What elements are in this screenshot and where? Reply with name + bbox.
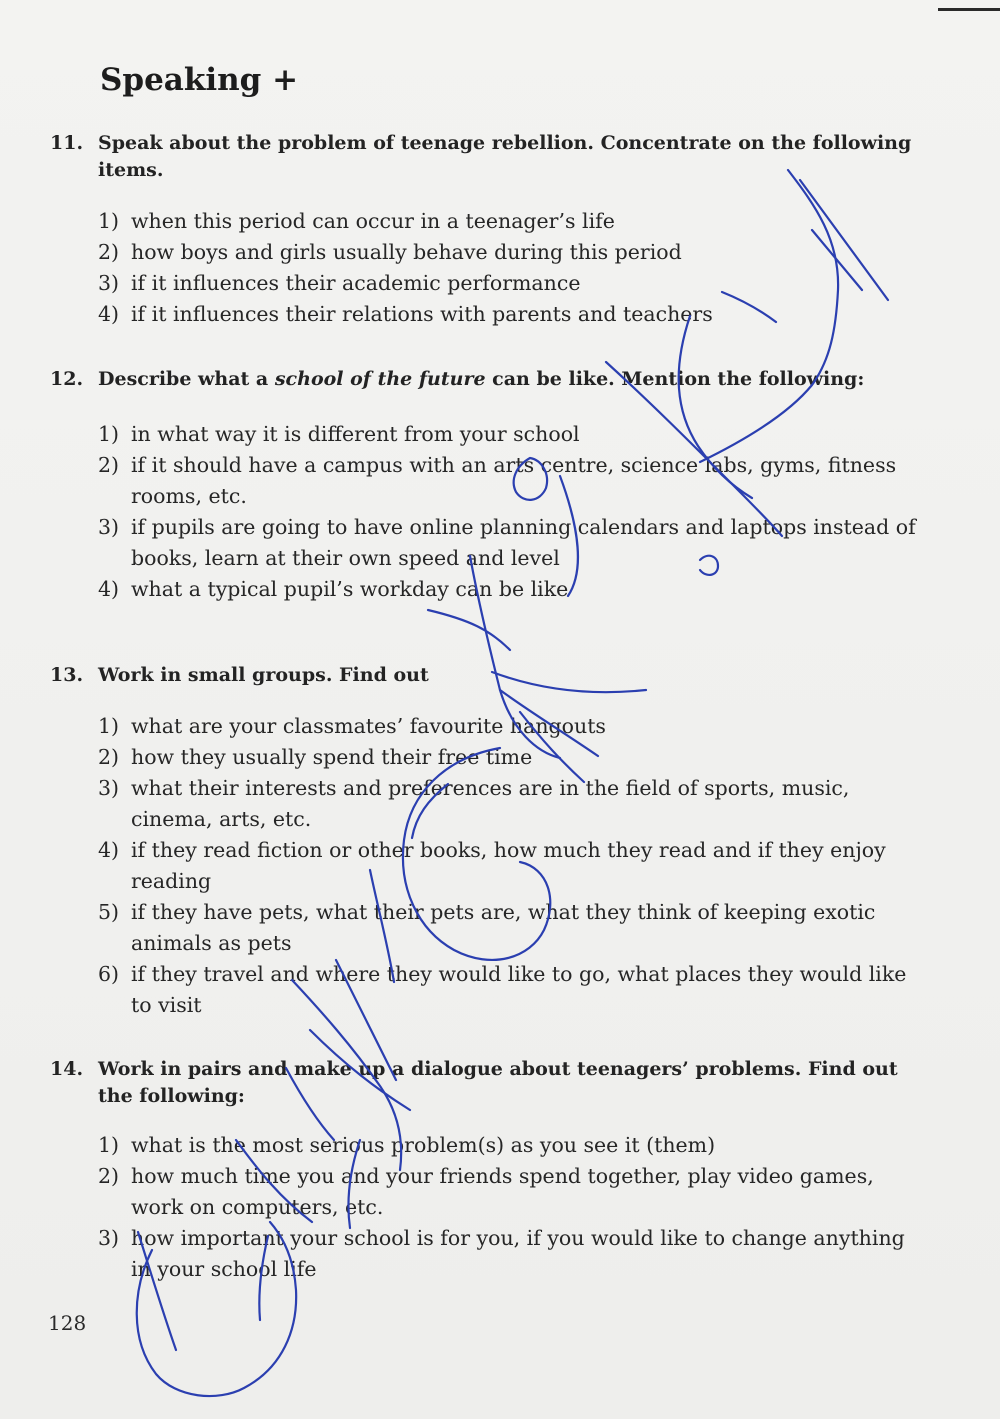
item-number: 2) — [98, 1164, 120, 1188]
list-item — [50, 574, 930, 605]
task-items — [50, 419, 930, 605]
task-11 — [50, 130, 930, 330]
item-text: how boys and girls usually behave during this period — [131, 240, 682, 264]
item-text: when this period can occur in a teenager’s life — [131, 209, 615, 233]
list-item — [50, 1161, 930, 1223]
task-14 — [50, 1056, 930, 1285]
item-number: 4) — [98, 838, 120, 862]
item-text: in what way it is different from your school — [131, 422, 580, 446]
item-number: 1) — [98, 714, 120, 738]
item-text: how important your school is for you, if you would like to change anything in your school life — [131, 1226, 905, 1281]
list-item — [50, 773, 930, 835]
item-text: what their interests and preferences are in the field of sports, music, cinema, arts, etc. — [131, 776, 850, 831]
item-text: if it should have a campus with an arts centre, science labs, gyms, fitness rooms, etc. — [131, 453, 897, 508]
item-number: 2) — [98, 240, 120, 264]
task-title-text: Describe what a — [98, 368, 275, 390]
list-item — [50, 512, 930, 574]
list-item — [50, 299, 930, 330]
item-text: if it influences their academic performance — [131, 271, 581, 295]
page-edge-mark — [938, 8, 1000, 11]
list-item — [50, 1223, 930, 1285]
list-item — [50, 835, 930, 897]
task-title — [50, 662, 930, 689]
item-number: 2) — [98, 745, 120, 769]
item-number: 3) — [98, 1226, 120, 1250]
list-item — [50, 419, 930, 450]
list-item — [50, 206, 930, 237]
task-items — [50, 206, 930, 330]
item-number: 6) — [98, 962, 120, 986]
item-number: 3) — [98, 515, 120, 539]
task-title-text: Speak about the problem of teenage rebellion. Concentrate on the following items. — [98, 132, 912, 181]
task-title — [50, 366, 930, 393]
task-items — [50, 1130, 930, 1285]
list-item — [50, 711, 930, 742]
task-title — [50, 130, 930, 184]
item-number: 4) — [98, 302, 120, 326]
task-title-text-end: can be like. Mention the following: — [485, 368, 865, 390]
task-number: 14. — [50, 1058, 84, 1080]
task-title-text: Work in small groups. Find out — [98, 664, 429, 686]
item-text: what a typical pupil’s workday can be like — [131, 577, 569, 601]
item-number: 4) — [98, 577, 120, 601]
item-text: how much time you and your friends spend together, play video games, work on computers, etc. — [131, 1164, 874, 1219]
section-heading: Speaking + — [100, 62, 299, 98]
item-number: 1) — [98, 422, 120, 446]
item-number: 3) — [98, 271, 120, 295]
list-item — [50, 237, 930, 268]
task-title-emphasis: school of the future — [274, 368, 486, 390]
item-text: if it influences their relations with parents and teachers — [131, 302, 713, 326]
task-number: 11. — [50, 132, 84, 154]
item-number: 5) — [98, 900, 120, 924]
item-text: how they usually spend their free time — [131, 745, 533, 769]
list-item — [50, 450, 930, 512]
page-number: 128 — [48, 1311, 87, 1335]
task-12 — [50, 366, 930, 605]
item-number: 3) — [98, 776, 120, 800]
task-13 — [50, 662, 930, 1021]
list-item — [50, 1130, 930, 1161]
list-item — [50, 268, 930, 299]
task-number: 13. — [50, 664, 84, 686]
item-text: if they read fiction or other books, how much they read and if they enjoy reading — [131, 838, 886, 893]
item-text: if pupils are going to have online planning calendars and laptops instead of books, learn at their own speed and level — [131, 515, 916, 570]
list-item — [50, 959, 930, 1021]
task-number: 12. — [50, 368, 84, 390]
task-title — [50, 1056, 930, 1110]
item-number: 1) — [98, 1133, 120, 1157]
list-item — [50, 897, 930, 959]
task-items — [50, 711, 930, 1021]
item-text: what are your classmates’ favourite hangouts — [131, 714, 606, 738]
scribble-stroke — [428, 610, 510, 650]
item-text: if they travel and where they would like to go, what places they would like to visit — [131, 962, 907, 1017]
item-text: what is the most serious problem(s) as you see it (them) — [131, 1133, 716, 1157]
item-number: 2) — [98, 453, 120, 477]
list-item — [50, 742, 930, 773]
item-number: 1) — [98, 209, 120, 233]
task-title-text: Work in pairs and make up a dialogue about teenagers’ problems. Find out the following: — [98, 1058, 898, 1107]
item-text: if they have pets, what their pets are, what they think of keeping exotic animals as pets — [131, 900, 876, 955]
